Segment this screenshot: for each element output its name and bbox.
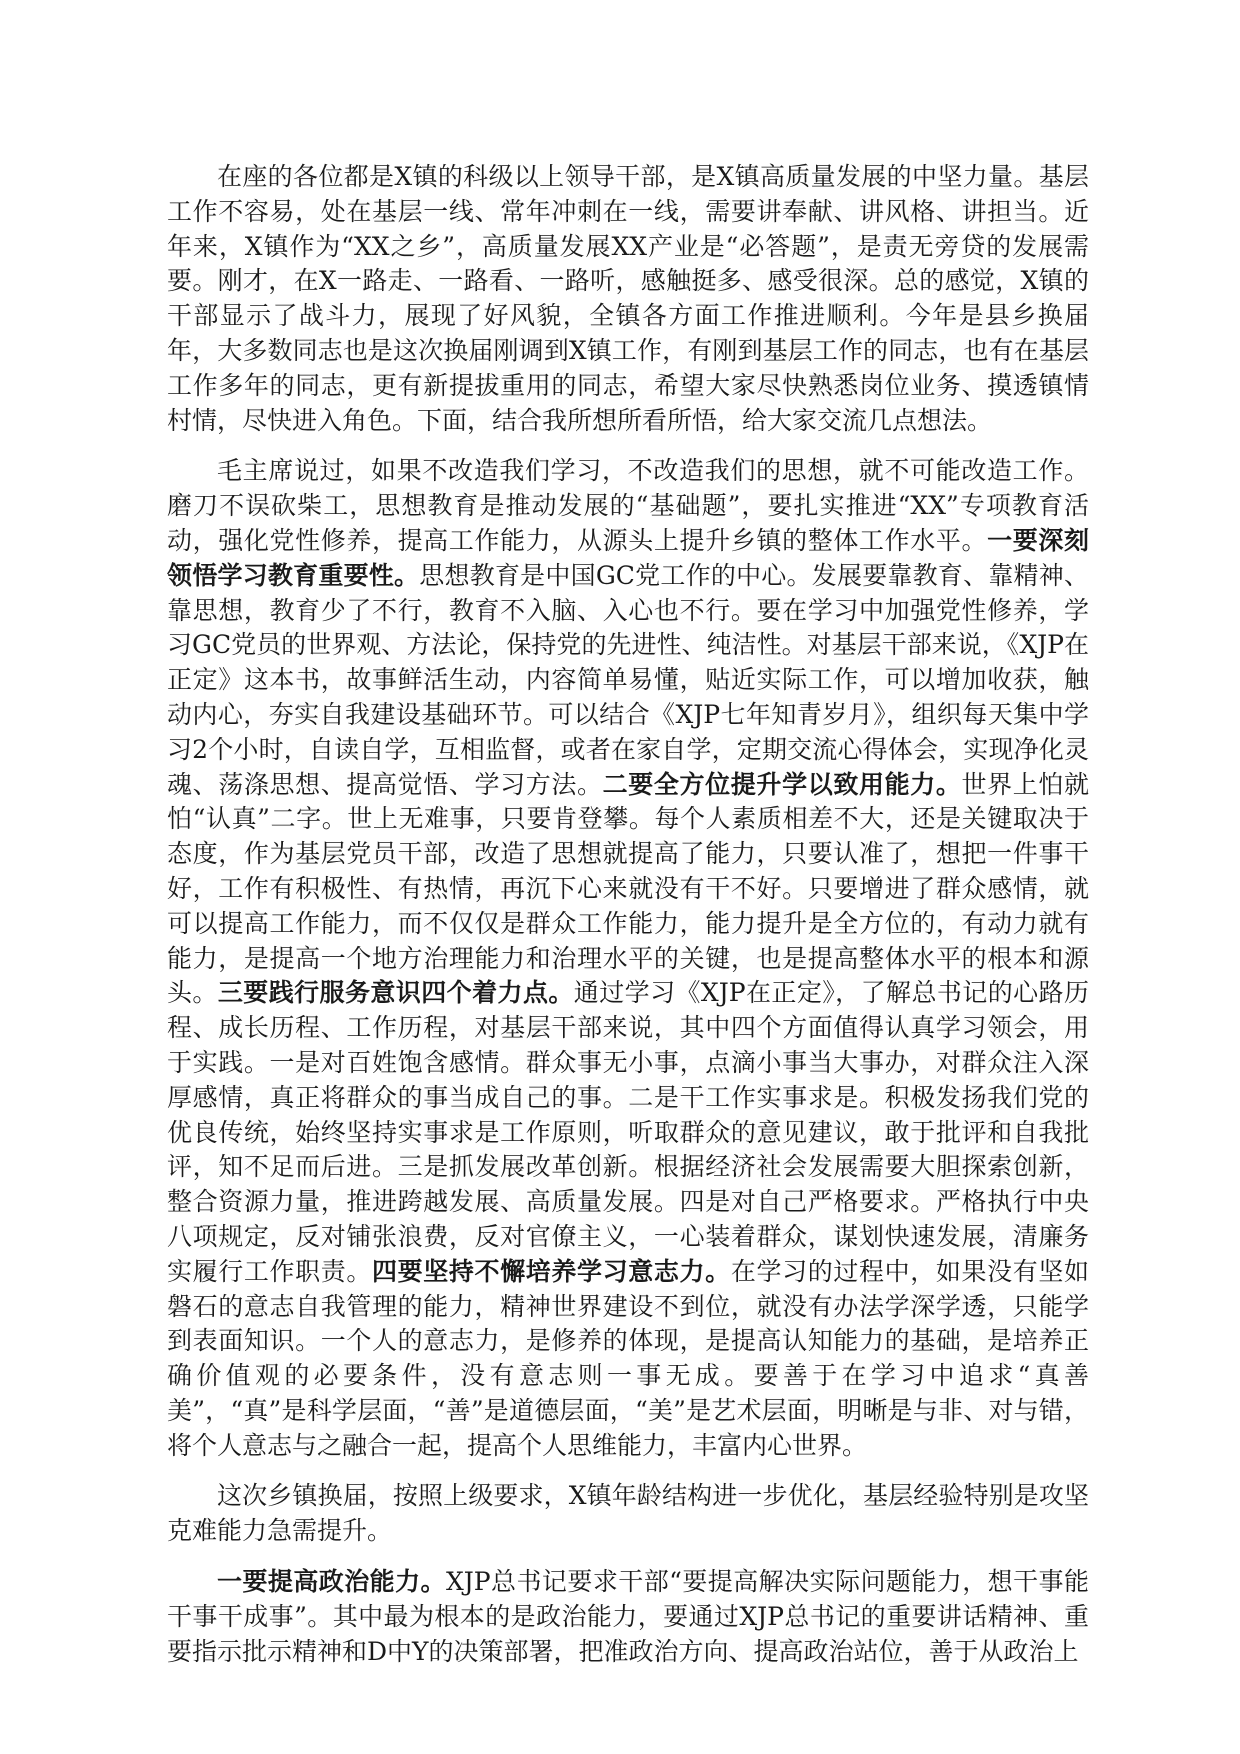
paragraph-text: 这次乡镇换届，按照上级要求，X镇年龄结构进一步优化，基层经验特别是攻坚克难能力急需提升。 [167, 1481, 1089, 1546]
paragraph-text: 毛主席说过，如果不改造我们学习，不改造我们的思想，就不可能改造工作。磨刀不误砍柴工，思想教育是推动发展的“基础题”，要扎实推进“XX”专项教育活动，强化党性修养，提高工作能力，从源头上提升乡镇的整体工作水平。 [167, 456, 1089, 555]
heading-point-1: 一要深刻领悟学习教育重要性。 [167, 525, 1089, 590]
paragraph-intro [167, 160, 1089, 438]
paragraph-text: 在学习的过程中，如果没有坚如磐石的意志自我管理的能力，精神世界建设不到位，就没有办法学深学透，只能学到表面知识。一个人的意志力，是修养的体现，是提高认知能力的基础，是培养正确价值观的必要条件，没有意志则一事无成。要善于在学习中追求“真善美”，“真”是科学层面，“善”是道德层面，“美”是艺术层面，明晰是与非、对与错，将个人意志与之融合一起，提高个人思维能力，丰富内心世界。 [167, 1256, 1089, 1460]
paragraph-political-ability [167, 1565, 1089, 1669]
document-page [167, 160, 1089, 1685]
heading-point-4: 四要坚持不懈培养学习意志力。 [372, 1256, 731, 1286]
paragraph-text: 通过学习《XJP在正定》，了解总书记的心路历程、成长历程、工作历程，对基层干部来说，其中四个方面值得认真学习领会，用于实践。一是对百姓饱含感情。群众事无小事，点滴小事当大事办，对群众注入深厚感情，真正将群众的事当成自己的事。二是干工作实事求是。积极发扬我们党的优良传统，始终坚持实事求是工作原则，听取群众的意见建议，敢于批评和自我批评，知不足而后进。三是抓发展改革创新。根据经济社会发展需要大胆探索创新，整合资源力量，推进跨越发展、高质量发展。四是对自己严格要求。严格执行中央八项规定，反对铺张浪费，反对官僚主义，一心装着群众，谋划快速发展，清廉务实履行工作职责。 [167, 978, 1089, 1286]
paragraph-text: 思想教育是中国GC党工作的中心。发展要靠教育、靠精神、靠思想，教育少了不行，教育不入脑、入心也不行。要在学习中加强党性修养，学习GC党员的世界观、方法论，保持党的先进性、纯洁性。对基层干部来说，《XJP在正定》这本书，故事鲜活生动，内容简单易懂，贴近实际工作，可以增加收获，触动内心，夯实自我建设基础环节。可以结合《XJP七年知青岁月》，组织每天集中学习2个小时，自读自学，互相监督，或者在家自学，定期交流心得体会，实现净化灵魂、荡涤思想、提高觉悟、学习方法。 [167, 560, 1089, 799]
paragraph-text: 在座的各位都是X镇的科级以上领导干部，是X镇高质量发展的中坚力量。基层工作不容易，处在基层一线、常年冲刺在一线，需要讲奉献、讲风格、讲担当。近年来，X镇作为“XX之乡”，高质量发展XX产业是“必答题”，是责无旁贷的发展需要。刚才，在X一路走、一路看、一路听，感触挺多、感受很深。总的感觉，X镇的干部显示了战斗力，展现了好风貌，全镇各方面工作推进顺利。今年是县乡换届年，大多数同志也是这次换届刚调到X镇工作，有刚到基层工作的同志，也有在基层工作多年的同志，更有新提拔重用的同志，希望大家尽快熟悉岗位业务、摸透镇情村情，尽快进入角色。下面，结合我所想所看所悟，给大家交流几点想法。 [167, 162, 1089, 435]
heading-point-3: 三要践行服务意识四个着力点。 [217, 978, 574, 1008]
paragraph-text: 世界上怕就怕“认真”二字。世上无难事，只要肯登攀。每个人素质相差不大，还是关键取决于态度，作为基层党员干部，改造了思想就提高了能力，只要认准了，想把一件事干好，工作有积极性、有热情，再沉下心来就没有干不好。只要增进了群众感情，就可以提高工作能力，而不仅仅是群众工作能力，能力提升是全方位的，有动力就有能力，是提高一个地方治理能力和治理水平的关键，也是提高整体水平的根本和源头。 [167, 769, 1089, 1008]
paragraph-study-education [167, 454, 1089, 1463]
heading-political-ability: 一要提高政治能力。 [217, 1567, 446, 1597]
paragraph-text: XJP总书记要求干部“要提高解决实际问题能力，想干事能干事干成事”。其中最为根本的是政治能力，要通过XJP总书记的重要讲话精神、重要指示批示精神和D中Y的决策部署，把准政治方向、提高政治站位，善于从政治上 [167, 1567, 1089, 1666]
heading-point-2: 二要全方位提升学以致用能力。 [602, 769, 962, 799]
paragraph-transition [167, 1479, 1089, 1549]
